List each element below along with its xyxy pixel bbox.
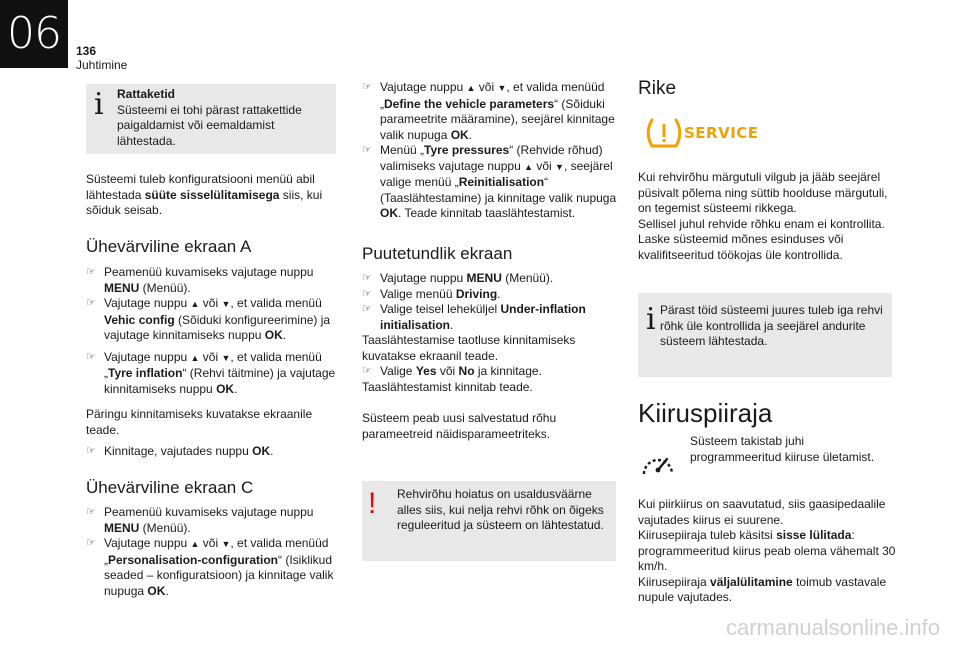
arrow-icon: ☞ [362,365,372,377]
down-arrow-icon: ▼ [221,299,231,309]
up-arrow-icon: ▲ [466,83,476,93]
screen-c-steps [86,505,338,599]
warning-text: Rehvirõhu hoiatus on usaldusväärne alles siis, kui nelja rehvi rõhk on õigeks reguleeritud ja süsteem on lähtestatud. [397,487,604,532]
step-a3: ☞ Vajutage nuppu ▲ või ▼, et valida menüü „Tyre inflation“ (Rehvi täitmine) ja vajutage kinnitamiseks nuppu OK. [86,349,336,396]
info-icon: i [646,302,656,337]
step-a1: ☞ Peamenüü kuvamiseks vajutage nuppu MENU (Menüü). [86,265,314,295]
arrow-icon: ☞ [86,266,96,278]
watermark: carmanualsonline.info [725,615,940,640]
down-arrow-icon: ▼ [555,161,564,172]
tyre-pressure-warning-icon [646,116,682,150]
warning-box [362,481,616,561]
down-arrow-icon: ▼ [497,83,507,93]
limiter-intro: Süsteem takistab juhi programmeeritud kiiruse ületamist. [690,434,875,464]
arrow-icon: ☞ [362,287,372,300]
limiter-line-2: Kiirusepiiraja tuleb käsitsi sisse lülitada: programmeeritud kiirus peab olema vähemalt 30 km/h. [638,528,896,573]
chapter-tab: 06 [0,0,68,68]
note-title: Rattaketid [117,87,176,101]
limiter-title: Kiiruspiiraja [638,398,773,428]
step-t3: ☞ Valige teisel leheküljel Under-inflation initialisation. [362,302,586,332]
note-snow-chains [86,84,336,154]
up-arrow-icon: ▲ [524,161,534,172]
warning-exclamation-icon: ! [368,487,377,520]
service-warning-label: SERVICE [684,124,759,142]
intro-text: Süsteemi tuleb konfiguratsiooni menüü abil lähtestada süüte sisselülitamisega siis, kui sõiduk seisab. [86,172,323,217]
confirm-step: ☞ Kinnitage, vajutades nuppu OK. [86,444,274,458]
step-c2: ☞ Vajutage nuppu ▲ või ▼, et valida menüüd „Personalisation-configuration“ (Isiklikud seaded – konfiguratsioon) ja kinnitage valik nupuga OK. [86,536,334,598]
fault-text: Kui rehvirõhu märgutuli vilgub ja jääb seejärel püsivalt põlema ning süttib hoolduse märgutuli, on tegemist süsteemi rikkega. Sellisel juhul rehvide rõhku enam ei kontrollita. Laske süsteemid mõnes esinduses või kvalifitseeritud töökojas üle kontrollida. [638,170,888,262]
arrow-icon: ☞ [86,537,96,549]
step-c1: ☞ Peamenüü kuvamiseks vajutage nuppu MENU (Menüü). [86,505,314,535]
up-arrow-icon: ▲ [190,539,200,549]
screen-a-steps [86,265,338,460]
step-a2: ☞ Vajutage nuppu ▲ või ▼, et valida menüü Vehic config (Sõiduki konfigureerimine) ja vajutage kinnitamiseks nuppu OK. [86,296,331,342]
info-box [638,293,892,377]
speedometer-icon [640,448,676,478]
screen-a-title: Ühevärviline ekraan A [86,237,252,256]
section-label: Juhtimine [76,58,128,72]
up-arrow-icon: ▲ [190,352,200,363]
arrow-icon: ☞ [86,445,96,457]
step-t4: ☞ Valige Yes või No ja kinnitage. [362,364,542,378]
up-arrow-icon: ▲ [190,299,200,309]
limiter-line-1: Kui piirkiirus on saavutatud, siis gaasipedaalile vajutades kiirus ei suurene. [638,497,886,527]
step-m1: ☞ Vajutage nuppu ▲ või ▼, et valida menüüd „Define the vehicle parameters“ (Sõiduki parameetrite määramine), seejärel kinnitage valik nupuga OK. [362,80,615,142]
limiter-text [638,497,896,606]
info-text: Pärast töid süsteemi juures tuleb iga rehvi rõhk üle kontrollida ja seejärel andurite süsteem lähtestada. [660,303,883,348]
touch-after-text: Taaslähtestamise taotluse kinnitamiseks kuvatakse ekraanil teade. [362,333,576,363]
left-column [86,172,336,219]
step-t1: ☞ Vajutage nuppu MENU (Menüü). [362,271,554,285]
note-text: Süsteemi ei tohi pärast rattakettide paigaldamist või eemaldamist lähtestada. [117,102,302,148]
screen-c-title: Ühevärviline ekraan C [86,478,254,497]
save-text: Süsteem peab uusi salvestatud rõhu parameetreid näidisparameetriteks. [362,411,557,441]
limiter-line-3: Kiirusepiiraja väljalülitamine toimub vastavale nupule vajutades. [638,574,887,604]
step-m2: ☞ Menüü „Tyre pressures“ (Rehvide rõhud) valimiseks vajutage nuppu ▲ või ▼, seejärel valige menüü „Reinitialisation“ (Taaslähtestamine) ja kinnitage valik nupuga OK. Teade kinnitab taaslähtestamist. [362,143,617,220]
down-arrow-icon: ▼ [221,352,231,363]
arrow-icon: ☞ [362,81,372,93]
query-text: Päringu kinnitamiseks kuvatakse ekraanile teade. [86,407,313,437]
arrow-icon: ☞ [86,506,96,518]
down-arrow-icon: ▼ [221,539,231,549]
middle-steps [362,80,617,222]
arrow-icon: ☞ [362,303,372,315]
arrow-icon: ☞ [362,144,372,156]
touch-steps [362,271,617,442]
fault-title: Rike [638,78,677,99]
arrow-icon: ☞ [86,297,96,309]
arrow-icon: ☞ [86,350,96,363]
touch-screen-title: Puutetundlik ekraan [362,244,513,263]
page-number: 136 [76,44,97,58]
step-t2: ☞ Valige menüü Driving. [362,286,501,301]
touch-confirm-text: Taaslähtestamist kinnitab teade. [362,379,533,394]
arrow-icon: ☞ [362,272,372,284]
info-icon: i [94,87,104,122]
